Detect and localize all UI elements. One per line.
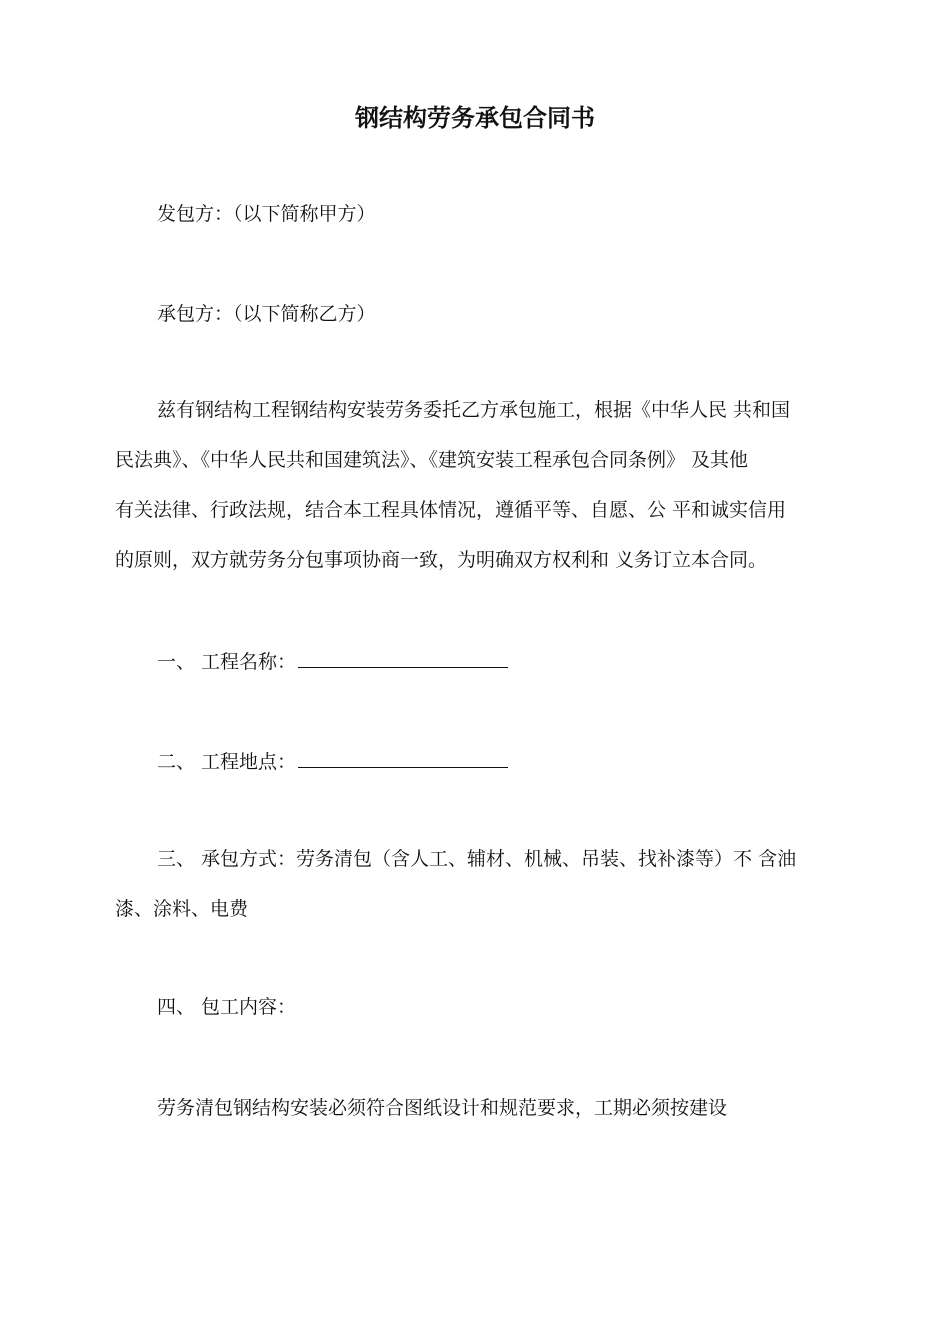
contract-method-line: 三、 承包方式：劳务清包（含人工、辅材、机械、吊装、找补漆等）不 含油 [157, 848, 797, 870]
project-name-blank-field[interactable] [298, 649, 508, 668]
contract-method-line: 漆、涂料、电费 [115, 898, 249, 920]
party-a-line: 发包方：（以下简称甲方） [157, 203, 376, 225]
preamble-line: 的原则，双方就劳务分包事项协商一致，为明确双方权利和 义务订立本合同。 [115, 549, 768, 571]
item-work-content: 四、 包工内容： [157, 996, 297, 1018]
preamble-line: 有关法律、行政法规，结合本工程具体情况，遵循平等、自愿、公 平和诚实信用 [115, 499, 787, 521]
work-scope-line: 劳务清包钢结构安装必须符合图纸设计和规范要求，工期必须按建设 [157, 1097, 728, 1119]
preamble-line: 民法典》、《中华人民共和国建筑法》、《建筑安装工程承包合同条例》 及其他 [115, 449, 749, 471]
item-project-location-label: 二、 工程地点： [157, 751, 297, 773]
preamble-line: 兹有钢结构工程钢结构安装劳务委托乙方承包施工，根据《中华人民 共和国 [157, 399, 791, 421]
item-project-location [157, 749, 840, 776]
document-title: 钢结构劳务承包合同书 [355, 103, 595, 132]
project-location-blank-field[interactable] [298, 749, 508, 768]
party-b-line: 承包方：（以下简称乙方） [157, 303, 376, 325]
item-project-name [157, 649, 840, 676]
item-project-name-label: 一、 工程名称： [157, 651, 297, 673]
